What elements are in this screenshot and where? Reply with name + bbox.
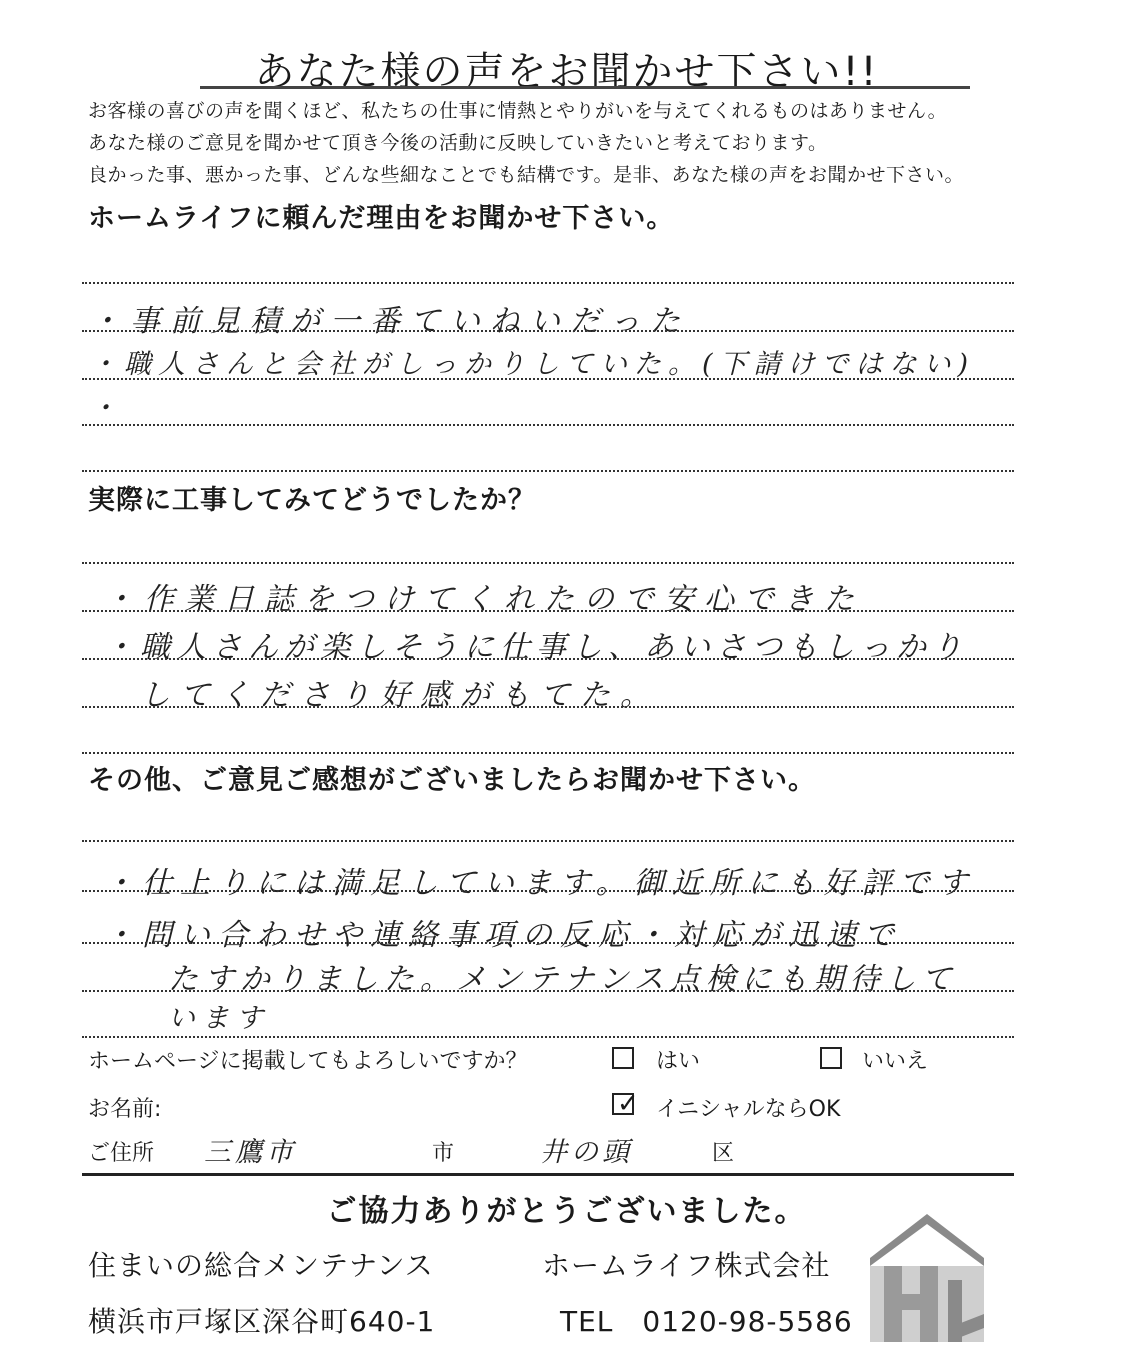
handwritten-answer: ・問い合わせや連絡事項の反応・対応が迅速で [104, 918, 902, 953]
section-heading-comments: その他、ご意見ご感想がございましたらお聞かせ下さい。 [88, 765, 816, 796]
name-label: お名前: [88, 1097, 162, 1122]
handwritten-answer: たすかりました。メンテナンス点検にも期待して [168, 962, 958, 997]
checkbox-yes[interactable] [612, 1047, 634, 1069]
check-mark-icon: ✓ [617, 1089, 639, 1119]
section-heading-reason: ホームライフに頼んだ理由をお聞かせ下さい。 [88, 203, 675, 234]
answer-line [82, 330, 1014, 332]
address-city-handwritten: 三鷹市 [204, 1137, 297, 1168]
checkbox-no[interactable] [820, 1047, 842, 1069]
option-yes-label: はい [656, 1049, 701, 1074]
footer-address: 横浜市戸塚区深谷町640-1 [88, 1305, 436, 1338]
handwritten-answer: ・職人さんと会社がしっかりしていた。(下請けではない) [90, 349, 976, 380]
intro-line-3: 良かった事、悪かった事、どんな些細なことでも結構です。是非、あなた様の声をお聞かせ下さい。 [88, 164, 964, 186]
handwritten-answer: してくださり好感がもてた。 [140, 678, 660, 713]
thanks-message: ご協力ありがとうございました。 [326, 1194, 807, 1229]
address-label: ご住所 [88, 1141, 155, 1166]
answer-line [82, 562, 1014, 564]
answer-line [82, 1036, 1014, 1038]
answer-line [82, 610, 1014, 612]
answer-line [82, 752, 1014, 754]
footer-divider [82, 1173, 1014, 1176]
handwritten-answer: ・作業日誌をつけてくれたので安心できた [104, 582, 864, 617]
logo-h-bar [884, 1294, 938, 1310]
address-ward-suffix: 区 [712, 1141, 735, 1166]
intro-line-2: あなた様のご意見を聞かせて頂き今後の活動に反映していきたいと考えております。 [88, 132, 828, 154]
company-logo-icon [862, 1210, 992, 1345]
handwritten-answer: ・仕上りには満足しています。御近所にも好評です [104, 866, 976, 901]
answer-line [82, 706, 1014, 708]
address-city-suffix: 市 [432, 1141, 455, 1166]
checkbox-initial[interactable] [612, 1089, 639, 1119]
answer-line [82, 424, 1014, 426]
option-no-label: いいえ [862, 1049, 929, 1074]
footer-tel: TEL 0120-98-5586 [560, 1305, 853, 1338]
handwritten-answer: ・ [90, 393, 124, 424]
page-title: あなた様の声をお聞かせ下さい!! [254, 49, 879, 95]
handwritten-answer: ・職人さんが楽しそうに仕事し、あいさつもしっかり [104, 630, 968, 665]
intro-line-1: お客様の喜びの声を聞くほど、私たちの仕事に情熱とやりがいを与えてくれるものはありません。 [88, 100, 948, 122]
address-ward-handwritten: 井の頭 [540, 1137, 633, 1168]
handwritten-answer: います [168, 1003, 270, 1034]
title-underline [200, 86, 970, 89]
answer-line [82, 840, 1014, 842]
option-initial-label: イニシャルならOK [656, 1097, 841, 1122]
section-heading-experience: 実際に工事してみてどうでしたか？ [88, 485, 536, 516]
answer-line [82, 378, 1014, 380]
logo-roof [870, 1214, 984, 1266]
handwritten-answer: ・事前見積が一番ていねいだった [90, 304, 690, 339]
answer-line [82, 282, 1014, 284]
footer-tagline: 住まいの総合メンテナンス [88, 1249, 434, 1282]
answer-line [82, 990, 1014, 992]
homepage-question: ホームページに掲載してもよろしいですか？ [88, 1049, 528, 1074]
footer-company: ホームライフ株式会社 [542, 1249, 831, 1282]
answer-line [82, 890, 1014, 892]
answer-line [82, 470, 1014, 472]
answer-line [82, 658, 1014, 660]
answer-line [82, 942, 1014, 944]
